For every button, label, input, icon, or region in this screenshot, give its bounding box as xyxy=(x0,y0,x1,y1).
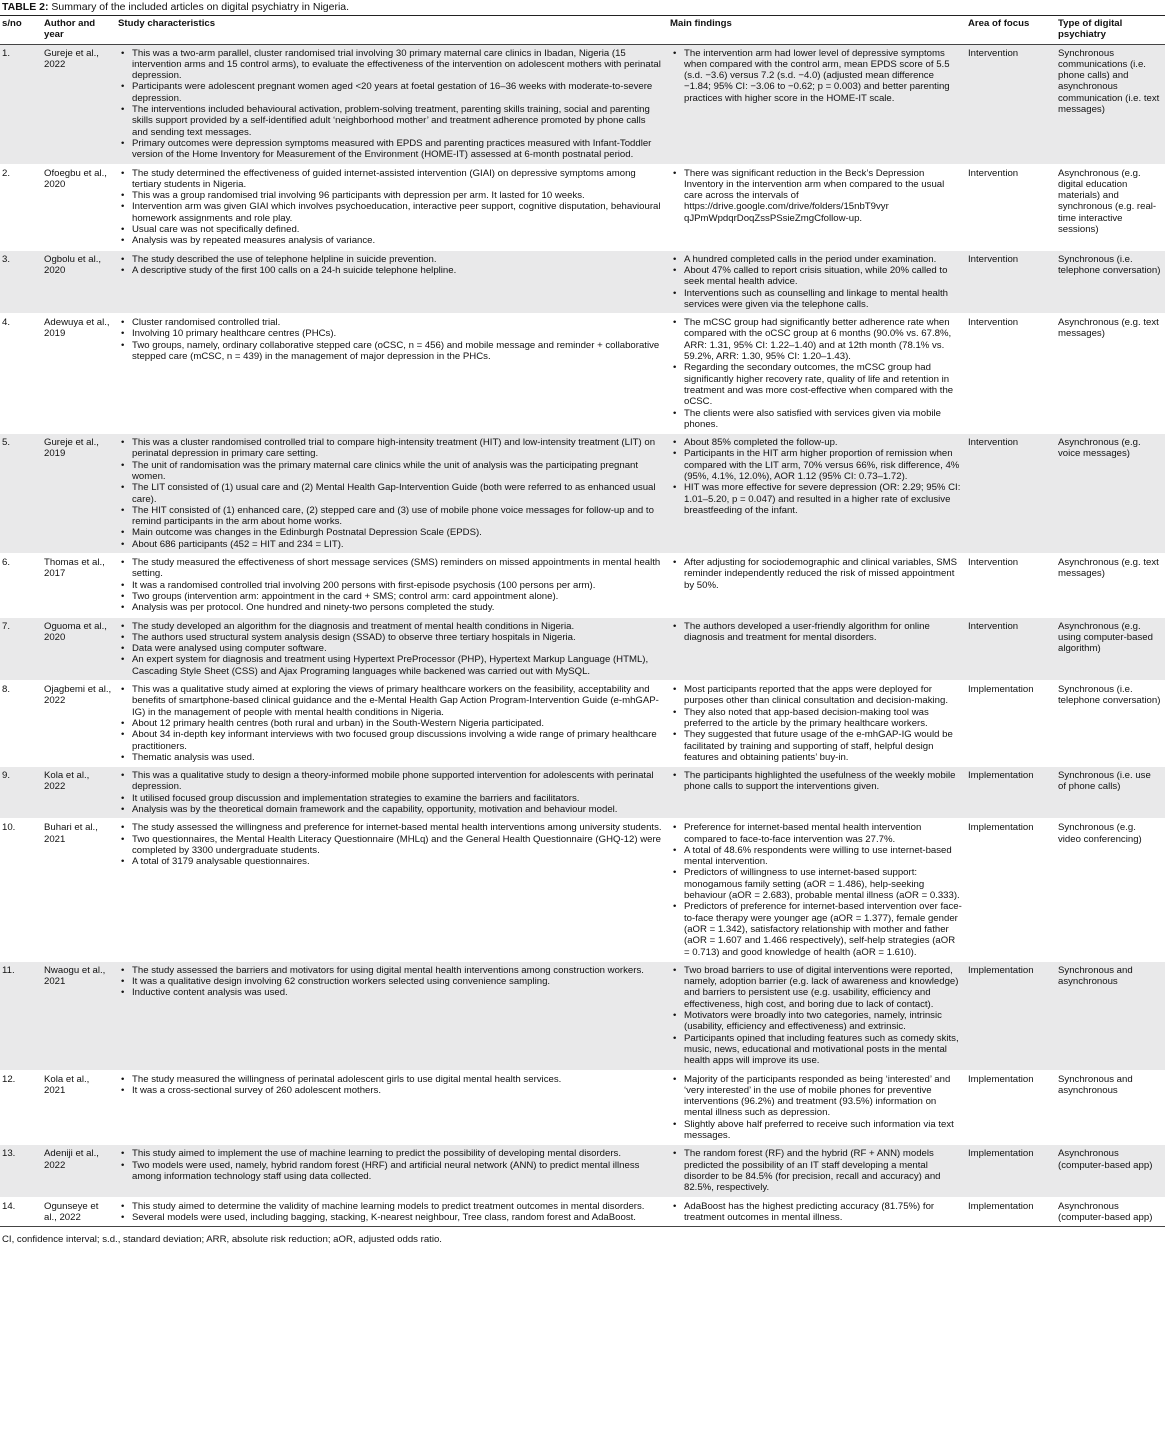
list-item: • It utilised focused group discussion and implementation strategies to examine the barriers and facilitators. xyxy=(132,793,664,804)
findings-list xyxy=(670,684,962,763)
table-row xyxy=(0,1197,1165,1227)
cell-sno: 10. xyxy=(0,819,42,962)
cell-author: Thomas et al., 2017 xyxy=(42,554,116,617)
cell-type: Asynchronous (e.g. voice messages) xyxy=(1056,434,1165,554)
findings-list xyxy=(670,168,962,224)
findings-list xyxy=(670,557,962,591)
header-author: Author and year xyxy=(42,16,116,45)
list-item: • Involving 10 primary healthcare centres (PHCs). xyxy=(132,328,664,339)
list-item: • The study assessed the willingness and preference for internet-based mental health interventions among university students. xyxy=(132,822,664,833)
cell-study-characteristics xyxy=(116,767,668,819)
list-item: • The intervention arm had lower level of depressive symptoms when compared with the control arm, mean EPDS score of 5.5 (s.d. −3.6) versus 7.2 (s.d. −4.0) (adjusted mean difference −1.84; 95% CI: −3.06 to −0.62; p = 0.003) and better parenting practices with higher score in the HOME-IT scale. xyxy=(684,48,962,104)
table-row xyxy=(0,314,1165,434)
characteristics-list xyxy=(118,48,664,161)
cell-sno: 11. xyxy=(0,961,42,1070)
cell-sno: 12. xyxy=(0,1070,42,1145)
list-item: • Preference for internet-based mental health intervention compared to face-to-face intervention was 27.7%. xyxy=(684,822,962,845)
list-item: • Participants were adolescent pregnant women aged <20 years at foetal gestation of 16–36 weeks with moderate-to-severe depression. xyxy=(132,81,664,104)
characteristics-list xyxy=(118,822,664,867)
list-item: • This was a qualitative study to design a theory-informed mobile phone supported intervention for adolescents with perinatal depression. xyxy=(132,770,664,793)
list-item: • Two groups, namely, ordinary collaborative stepped care (oCSC, n = 456) and mobile message and reminder + collaborative stepped care (mCSC, n = 439) in the management of major depression in the PHCs. xyxy=(132,340,664,363)
cell-sno: 4. xyxy=(0,314,42,434)
table-row xyxy=(0,1145,1165,1197)
list-item: • After adjusting for sociodemographic and clinical variables, SMS reminder independently reduced the risk of missed appointment by 50%. xyxy=(684,557,962,591)
list-item: • There was significant reduction in the Beck’s Depression Inventory in the intervention arm when compared to the usual care across the intervals of https://drive.google.com/drive/folders/15nbT9vyr qJPmWpdqrDoqZssPSsieZmgCfollow-up. xyxy=(684,168,962,224)
list-item: • Slightly above half preferred to receive such information via text messages. xyxy=(684,1119,962,1142)
list-item: • Primary outcomes were depression symptoms measured with EPDS and parenting practices measured with Infant-Toddler version of the Home Inventory for Measurement of the Environment (HOME-IT) assessed at 6-month postnatal period. xyxy=(132,138,664,161)
cell-author: Kola et al., 2021 xyxy=(42,1070,116,1145)
table-row xyxy=(0,554,1165,617)
cell-area-of-focus: Intervention xyxy=(966,617,1056,680)
cell-author: Ogunseye et al., 2022 xyxy=(42,1197,116,1227)
characteristics-list xyxy=(118,1148,664,1182)
cell-study-characteristics xyxy=(116,1145,668,1197)
cell-main-findings xyxy=(668,961,966,1070)
cell-main-findings xyxy=(668,554,966,617)
header-area-of-focus: Area of focus xyxy=(966,16,1056,45)
list-item: • It was a qualitative design involving 62 construction workers selected using convenience sampling. xyxy=(132,976,664,987)
list-item: • Two broad barriers to use of digital interventions were reported, namely, adoption barrier (e.g. lack of awareness and knowledge) and barriers to persistent use (e.g. usability, efficiency and effectiveness, high cost, and boring due to lack of contact). xyxy=(684,965,962,1010)
cell-area-of-focus: Intervention xyxy=(966,250,1056,313)
header-type: Type of digital psychiatry xyxy=(1056,16,1165,45)
cell-type: Asynchronous (e.g. text messages) xyxy=(1056,314,1165,434)
list-item: • About 686 participants (452 = HIT and 234 = LIT). xyxy=(132,539,664,550)
table-row xyxy=(0,819,1165,962)
cell-type: Synchronous and asynchronous xyxy=(1056,961,1165,1070)
cell-study-characteristics xyxy=(116,434,668,554)
cell-area-of-focus: Intervention xyxy=(966,554,1056,617)
table-row xyxy=(0,767,1165,819)
cell-sno: 1. xyxy=(0,44,42,164)
list-item: • The interventions included behavioural activation, problem-solving treatment, parenting skills training, social and parenting skills support provided by a self-identified adult ‘neighborhood mother’ and treatment adherence promoted by phone calls and sending text messages. xyxy=(132,104,664,138)
list-item: • Thematic analysis was used. xyxy=(132,752,664,763)
cell-author: Ogbolu et al., 2020 xyxy=(42,250,116,313)
list-item: • They also noted that app-based decision-making tool was preferred to the article by the primary healthcare workers. xyxy=(684,707,962,730)
list-item: • The mCSC group had significantly better adherence rate when compared with the oCSC group at 6 months (90.0% vs. 67.8%, ARR: 1.31, 95% CI: 1.22–1.40) and at 12th month (78.1% vs. 59.2%, ARR: 1.30, 95% CI: 1.20–1.43). xyxy=(684,317,962,362)
cell-author: Oguoma et al., 2020 xyxy=(42,617,116,680)
cell-main-findings xyxy=(668,767,966,819)
cell-main-findings xyxy=(668,314,966,434)
list-item: • Two groups (intervention arm: appointment in the card + SMS; control arm: card appointment alone). xyxy=(132,591,664,602)
list-item: • Predictors of preference for internet-based intervention over face-to-face therapy were younger age (aOR = 1.377), female gender (aOR = 1.342), satisfactory relationship with mother and father (aOR = 1.607 and 1.466 respectively), self-help strategies (aOR = 0.713) and good knowledge of health (aOR = 1.610). xyxy=(684,901,962,957)
list-item: • Predictors of willingness to use internet-based support: monogamous family setting (aOR = 1.486), help-seeking behaviour (aOR = 2.683), probable mental illness (aOR = 0.333). xyxy=(684,867,962,901)
list-item: • A hundred completed calls in the period under examination. xyxy=(684,254,962,265)
cell-main-findings xyxy=(668,819,966,962)
characteristics-list xyxy=(118,437,664,550)
cell-study-characteristics xyxy=(116,819,668,962)
list-item: • The clients were also satisfied with services given via mobile phones. xyxy=(684,408,962,431)
cell-main-findings xyxy=(668,164,966,250)
cell-study-characteristics xyxy=(116,250,668,313)
findings-list xyxy=(670,621,962,644)
list-item: • Participants opined that including features such as comedy skits, music, news, educational and motivational posts in the mental health apps will improve its use. xyxy=(684,1033,962,1067)
table-header xyxy=(0,16,1165,45)
list-item: • Analysis was by the theoretical domain framework and the capability, opportunity, motivation and behaviour model. xyxy=(132,804,664,815)
cell-area-of-focus: Implementation xyxy=(966,1197,1056,1227)
cell-study-characteristics xyxy=(116,554,668,617)
cell-area-of-focus: Implementation xyxy=(966,819,1056,962)
cell-author: Adeniji et al., 2022 xyxy=(42,1145,116,1197)
cell-type: Asynchronous (e.g. using computer-based algorithm) xyxy=(1056,617,1165,680)
cell-study-characteristics xyxy=(116,44,668,164)
cell-main-findings xyxy=(668,681,966,767)
cell-main-findings xyxy=(668,250,966,313)
cell-area-of-focus: Implementation xyxy=(966,1070,1056,1145)
list-item: • The authors used structural system analysis design (SSAD) to observe three tertiary hospitals in Nigeria. xyxy=(132,632,664,643)
cell-sno: 7. xyxy=(0,617,42,680)
table-caption xyxy=(0,0,1165,15)
header-sno: s/no xyxy=(0,16,42,45)
list-item: • The study assessed the barriers and motivators for using digital mental health interventions among construction workers. xyxy=(132,965,664,976)
characteristics-list xyxy=(118,557,664,613)
findings-list xyxy=(670,822,962,958)
findings-list xyxy=(670,1148,962,1193)
list-item: • It was a cross-sectional survey of 260 adolescent mothers. xyxy=(132,1085,664,1096)
list-item: • A descriptive study of the first 100 calls on a 24-h suicide telephone helpline. xyxy=(132,265,664,276)
cell-author: Ojagbemi et al., 2022 xyxy=(42,681,116,767)
cell-area-of-focus: Implementation xyxy=(966,767,1056,819)
caption-text: Summary of the included articles on digital psychiatry in Nigeria. xyxy=(51,1,350,13)
list-item: • The study developed an algorithm for the diagnosis and treatment of mental health conditions in Nigeria. xyxy=(132,621,664,632)
cell-area-of-focus: Implementation xyxy=(966,961,1056,1070)
cell-study-characteristics xyxy=(116,617,668,680)
cell-sno: 5. xyxy=(0,434,42,554)
list-item: • About 85% completed the follow-up. xyxy=(684,437,962,448)
list-item: • This study aimed to implement the use of machine learning to predict the possibility of developing mental disorders. xyxy=(132,1148,664,1159)
findings-list xyxy=(670,254,962,310)
characteristics-list xyxy=(118,168,664,247)
cell-sno: 8. xyxy=(0,681,42,767)
list-item: • The participants highlighted the usefulness of the weekly mobile phone calls to support the interventions given. xyxy=(684,770,962,793)
list-item: • This was a two-arm parallel, cluster randomised trial involving 30 primary maternal care clinics in Ibadan, Nigeria (15 intervention arms and 15 control arms), to evaluate the effectiveness of the intervention on adolescent mothers with perinatal depression. xyxy=(132,48,664,82)
list-item: • Two models were used, namely, hybrid random forest (HRF) and artificial neural network (ANN) to predict mental illness among information technology staff using data collected. xyxy=(132,1160,664,1183)
list-item: • The study measured the effectiveness of short message services (SMS) reminders on missed appointments in mental health setting. xyxy=(132,557,664,580)
cell-author: Kola et al., 2022 xyxy=(42,767,116,819)
cell-type: Asynchronous (e.g. digital education materials) and synchronous (e.g. real-time interactive sessions) xyxy=(1056,164,1165,250)
cell-main-findings xyxy=(668,1070,966,1145)
list-item: • This was a group randomised trial involving 96 participants with depression per arm. It lasted for 10 weeks. xyxy=(132,190,664,201)
list-item: • Intervention arm was given GIAI which involves psychoeducation, interactive peer support, cognitive disputation, behavioural homework assignments and role play. xyxy=(132,201,664,224)
table-row xyxy=(0,164,1165,250)
list-item: • Data were analysed using computer software. xyxy=(132,643,664,654)
cell-type: Synchronous (i.e. use of phone calls) xyxy=(1056,767,1165,819)
cell-sno: 14. xyxy=(0,1197,42,1227)
cell-sno: 9. xyxy=(0,767,42,819)
list-item: • The random forest (RF) and the hybrid (RF + ANN) models predicted the possibility of an IT staff developing a mental disorder to be 84.5% (for precision, recall and accuracy) and 82.5%, respectively. xyxy=(684,1148,962,1193)
cell-area-of-focus: Implementation xyxy=(966,1145,1056,1197)
characteristics-list xyxy=(118,621,664,677)
list-item: • Several models were used, including bagging, stacking, K-nearest neighbour, Tree class, random forest and AdaBoost. xyxy=(132,1212,664,1223)
findings-list xyxy=(670,965,962,1067)
list-item: • About 47% called to report crisis situation, while 20% called to seek mental health advice. xyxy=(684,265,962,288)
table-row xyxy=(0,44,1165,164)
cell-type: Asynchronous (computer-based app) xyxy=(1056,1145,1165,1197)
characteristics-list xyxy=(118,965,664,999)
cell-type: Synchronous (i.e. telephone conversation) xyxy=(1056,250,1165,313)
cell-type: Synchronous (i.e. telephone conversation) xyxy=(1056,681,1165,767)
header-main-findings: Main findings xyxy=(668,16,966,45)
list-item: • Two questionnaires, the Mental Health Literacy Questionnaire (MHLq) and the General Health Questionnaire (GHQ-12) were completed by 3300 undergraduate students. xyxy=(132,834,664,857)
table-row xyxy=(0,250,1165,313)
cell-author: Adewuya et al., 2019 xyxy=(42,314,116,434)
list-item: • Regarding the secondary outcomes, the mCSC group had significantly higher recovery rate, quality of life and retention in treatment and was more cost-effective when compared with the oCSC. xyxy=(684,362,962,407)
cell-study-characteristics xyxy=(116,314,668,434)
cell-area-of-focus: Intervention xyxy=(966,314,1056,434)
characteristics-list xyxy=(118,1074,664,1097)
list-item: • Participants in the HIT arm higher proportion of remission when compared with the LIT arm, 70% versus 66%, risk difference, 4% (95%, 4.1%, 12.0%), AOR 1.12 (95% CI: 0.73–1.72). xyxy=(684,448,962,482)
cell-study-characteristics xyxy=(116,961,668,1070)
cell-main-findings xyxy=(668,1197,966,1227)
list-item: • The LIT consisted of (1) usual care and (2) Mental Health Gap-Intervention Guide (both were referred to as enhanced usual care). xyxy=(132,482,664,505)
list-item: • This study aimed to determine the validity of machine learning models to predict treatment outcomes in mental disorders. xyxy=(132,1201,664,1212)
table-row xyxy=(0,681,1165,767)
cell-author: Buhari et al., 2021 xyxy=(42,819,116,962)
cell-study-characteristics xyxy=(116,164,668,250)
findings-list xyxy=(670,1074,962,1142)
list-item: • A total of 3179 analysable questionnaires. xyxy=(132,856,664,867)
cell-author: Nwaogu et al., 2021 xyxy=(42,961,116,1070)
cell-author: Ofoegbu et al., 2020 xyxy=(42,164,116,250)
findings-list xyxy=(670,48,962,104)
list-item: • About 34 in-depth key informant interviews with two focused group discussions involving a wide range of primary healthcare practitioners. xyxy=(132,729,664,752)
findings-list xyxy=(670,317,962,430)
list-item: • The study determined the effectiveness of guided internet-assisted intervention (GIAI) on depressive symptoms among tertiary students in Nigeria. xyxy=(132,168,664,191)
list-item: • The authors developed a user-friendly algorithm for online diagnosis and treatment for mental disorders. xyxy=(684,621,962,644)
cell-type: Synchronous communications (i.e. phone calls) and asynchronous communication (i.e. text messages) xyxy=(1056,44,1165,164)
characteristics-list xyxy=(118,770,664,815)
list-item: • About 12 primary health centres (both rural and urban) in the South-Western Nigeria participated. xyxy=(132,718,664,729)
cell-main-findings xyxy=(668,1145,966,1197)
cell-main-findings xyxy=(668,434,966,554)
table-footnote: CI, confidence interval; s.d., standard deviation; ARR, absolute risk reduction; aOR, adjusted odds ratio. xyxy=(2,1234,442,1246)
summary-table xyxy=(0,15,1165,1227)
list-item: • Most participants reported that the apps were deployed for purposes other than clinical consultation and decision-making. xyxy=(684,684,962,707)
characteristics-list xyxy=(118,684,664,763)
table-body xyxy=(0,44,1165,1227)
findings-list xyxy=(670,770,962,793)
cell-sno: 13. xyxy=(0,1145,42,1197)
list-item: • Usual care was not specifically defined. xyxy=(132,224,664,235)
cell-study-characteristics xyxy=(116,681,668,767)
cell-study-characteristics xyxy=(116,1197,668,1227)
list-item: • An expert system for diagnosis and treatment using Hypertext PreProcessor (PHP), Hypertext Markup Language (HTML), Cascading Style Sheet (CSS) and Ajax Programing languages while backened was carried out with MySQL. xyxy=(132,654,664,677)
list-item: • Main outcome was changes in the Edinburgh Postnatal Depression Scale (EPDS). xyxy=(132,527,664,538)
cell-main-findings xyxy=(668,617,966,680)
findings-list xyxy=(670,1201,962,1224)
cell-main-findings xyxy=(668,44,966,164)
list-item: • A total of 48.6% respondents were willing to use internet-based mental intervention. xyxy=(684,845,962,868)
caption-label: TABLE 2: xyxy=(2,1,49,13)
cell-sno: 2. xyxy=(0,164,42,250)
table-row xyxy=(0,617,1165,680)
list-item: • Inductive content analysis was used. xyxy=(132,987,664,998)
cell-author: Gureje et al., 2022 xyxy=(42,44,116,164)
list-item: • The study described the use of telephone helpline in suicide prevention. xyxy=(132,254,664,265)
table-row xyxy=(0,434,1165,554)
list-item: • They suggested that future usage of the e-mhGAP-IG would be facilitated by training and supporting of staff, helpful design features and obtaining patients’ buy-in. xyxy=(684,729,962,763)
cell-type: Synchronous and asynchronous xyxy=(1056,1070,1165,1145)
list-item: • The HIT consisted of (1) enhanced care, (2) stepped care and (3) use of mobile phone voice messages for follow-up and to remind participants in the arm about home works. xyxy=(132,505,664,528)
cell-type: Synchronous (e.g. video conferencing) xyxy=(1056,819,1165,962)
table-row xyxy=(0,961,1165,1070)
header-study-characteristics: Study characteristics xyxy=(116,16,668,45)
list-item: • This was a cluster randomised controlled trial to compare high-intensity treatment (HIT) and low-intensity treatment (LIT) on perinatal depression in primary care setting. xyxy=(132,437,664,460)
list-item: • AdaBoost has the highest predicting accuracy (81.75%) for treatment outcomes in mental illness. xyxy=(684,1201,962,1224)
characteristics-list xyxy=(118,254,664,277)
findings-list xyxy=(670,437,962,516)
cell-type: Asynchronous (computer-based app) xyxy=(1056,1197,1165,1227)
list-item: • Analysis was per protocol. One hundred and ninety-two persons completed the study. xyxy=(132,602,664,613)
cell-sno: 3. xyxy=(0,250,42,313)
list-item: • The unit of randomisation was the primary maternal care clinics while the unit of analysis was the participating pregnant women. xyxy=(132,460,664,483)
cell-sno: 6. xyxy=(0,554,42,617)
list-item: • Motivators were broadly into two categories, namely, intrinsic (usability, efficiency and effectiveness) and extrinsic. xyxy=(684,1010,962,1033)
list-item: • Interventions such as counselling and linkage to mental health services were given via the telephone calls. xyxy=(684,288,962,311)
cell-type: Asynchronous (e.g. text messages) xyxy=(1056,554,1165,617)
cell-area-of-focus: Intervention xyxy=(966,164,1056,250)
list-item: • HIT was more effective for severe depression (OR: 2.29; 95% CI: 1.01–5.20, p = 0.047) and resulted in a higher rate of exclusive breastfeeding of the infant. xyxy=(684,482,962,516)
list-item: • Majority of the participants responded as being ‘interested’ and ‘very interested’ in the use of mobile phones for preventive interventions (96.2%) and treatment (93.5%) information on mental illness such as depression. xyxy=(684,1074,962,1119)
characteristics-list xyxy=(118,1201,664,1224)
cell-area-of-focus: Intervention xyxy=(966,434,1056,554)
list-item: • This was a qualitative study aimed at exploring the views of primary healthcare workers on the feasibility, acceptability and benefits of smartphone-based clinical guidance and the e-Mental Health Gap Action Program-Intervention Guide (e-mhGAP-IG) in the management of people with mental health conditions in Nigeria. xyxy=(132,684,664,718)
list-item: • Cluster randomised controlled trial. xyxy=(132,317,664,328)
list-item: • Analysis was by repeated measures analysis of variance. xyxy=(132,235,664,246)
list-item: • The study measured the willingness of perinatal adolescent girls to use digital mental health services. xyxy=(132,1074,664,1085)
cell-author: Gureje et al., 2019 xyxy=(42,434,116,554)
cell-study-characteristics xyxy=(116,1070,668,1145)
characteristics-list xyxy=(118,317,664,362)
cell-area-of-focus: Implementation xyxy=(966,681,1056,767)
cell-area-of-focus: Intervention xyxy=(966,44,1056,164)
list-item: • It was a randomised controlled trial involving 200 persons with first-episode psychosis (100 persons per arm). xyxy=(132,580,664,591)
table-row xyxy=(0,1070,1165,1145)
